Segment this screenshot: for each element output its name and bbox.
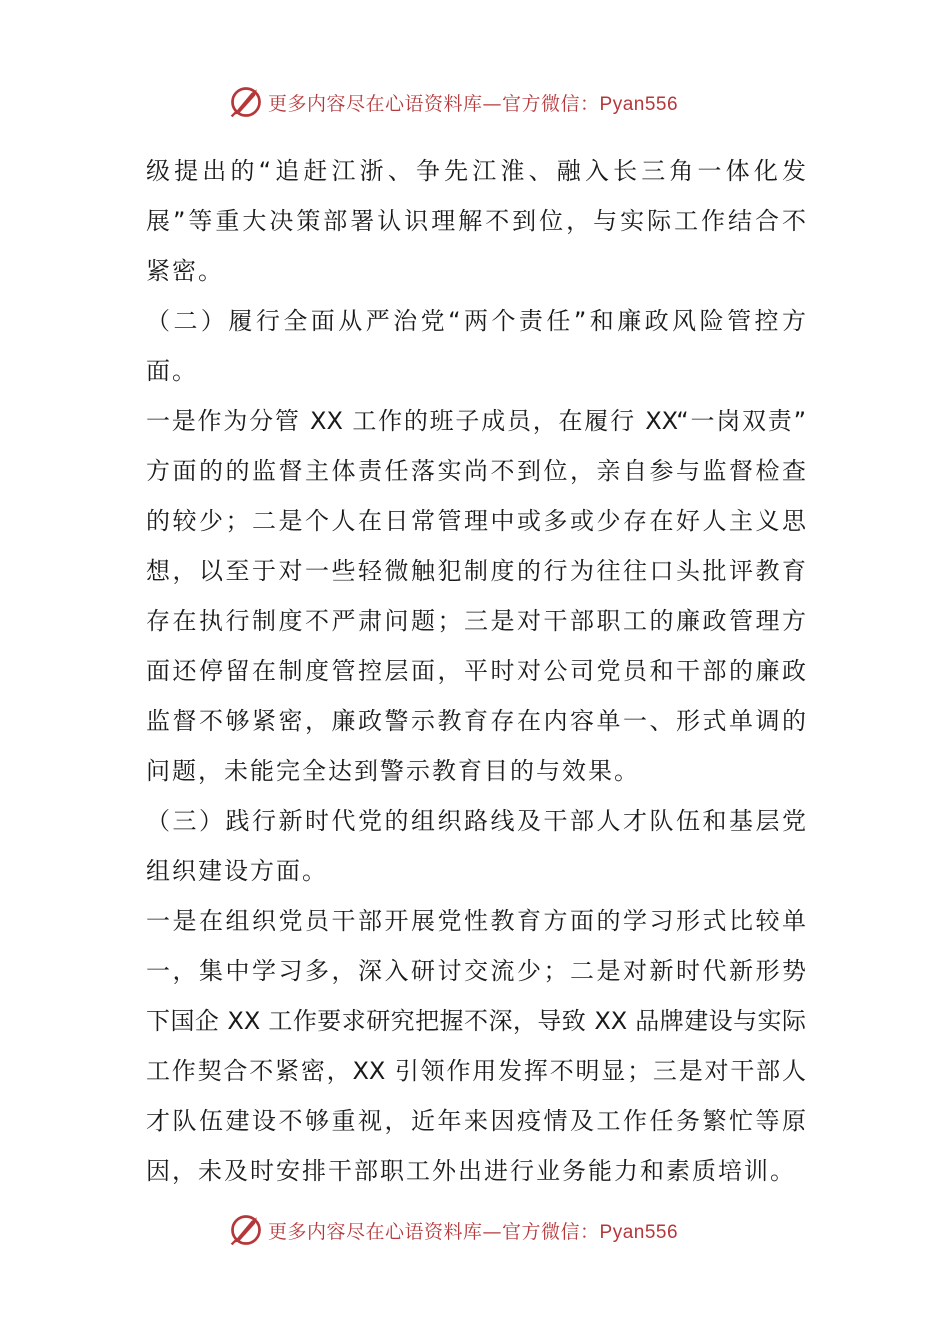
text-line: 下国企 XX 工作要求研究把握不深，导致 XX 品牌建设与实际 — [146, 1007, 806, 1035]
text-line: 展”等重大决策部署认识理解不到位，与实际工作结合不 — [146, 207, 806, 235]
text-line: 方面的的监督主体责任落实尚不到位，亲自参与监督检查 — [146, 457, 806, 485]
text-line: 因，未及时安排干部职工外出进行业务能力和素质培训。 — [146, 1157, 796, 1185]
text-line: 面。 — [146, 357, 198, 385]
quill-pen-logo-icon — [228, 1212, 264, 1248]
quill-pen-logo-icon — [228, 84, 264, 120]
paragraph — [146, 796, 806, 896]
text-line: 一是在组织党员干部开展党性教育方面的学习形式比较单 — [146, 907, 806, 935]
text-line: 监督不够紧密，廉政警示教育存在内容单一、形式单调的 — [146, 707, 806, 735]
watermark-banner-top — [228, 82, 748, 122]
text-line: 一，集中学习多，深入研讨交流少；二是对新时代新形势 — [146, 957, 806, 985]
text-line: 级提出的“追赶江浙、争先江淮、融入长三角一体化发 — [146, 157, 806, 185]
watermark-text: 更多内容尽在心语资料库—官方微信：Pyan556 — [268, 92, 679, 115]
text-line: （二）履行全面从严治党“两个责任”和廉政风险管控方 — [146, 307, 806, 335]
text-line: 面还停留在制度管控层面，平时对公司党员和干部的廉政 — [146, 657, 806, 685]
watermark-text: 更多内容尽在心语资料库—官方微信：Pyan556 — [268, 1220, 679, 1243]
text-line: 一是作为分管 XX 工作的班子成员，在履行 XX“一岗双责” — [146, 407, 806, 435]
text-line: 想，以至于对一些轻微触犯制度的行为往往口头批评教育 — [146, 557, 806, 585]
text-line: 才队伍建设不够重视，近年来因疫情及工作任务繁忙等原 — [146, 1107, 806, 1135]
watermark-banner-bottom — [228, 1210, 748, 1250]
text-line: 问题，未能完全达到警示教育目的与效果。 — [146, 757, 640, 785]
wechat-id: Pyan556 — [599, 93, 679, 115]
wechat-id: Pyan556 — [599, 1221, 679, 1243]
document-body — [146, 146, 806, 1196]
text-line: 组织建设方面。 — [146, 857, 328, 885]
text-line: 紧密。 — [146, 257, 224, 285]
text-line: 存在执行制度不严肃问题；三是对干部职工的廉政管理方 — [146, 607, 806, 635]
text-line: 的较少；二是个人在日常管理中或多或少存在好人主义思 — [146, 507, 806, 535]
text-line: 工作契合不紧密，XX 引领作用发挥不明显；三是对干部人 — [146, 1057, 806, 1085]
paragraph — [146, 896, 806, 1196]
paragraph — [146, 396, 806, 796]
paragraph — [146, 296, 806, 396]
text-line: （三）践行新时代党的组织路线及干部人才队伍和基层党 — [146, 807, 806, 835]
paragraph — [146, 146, 806, 296]
